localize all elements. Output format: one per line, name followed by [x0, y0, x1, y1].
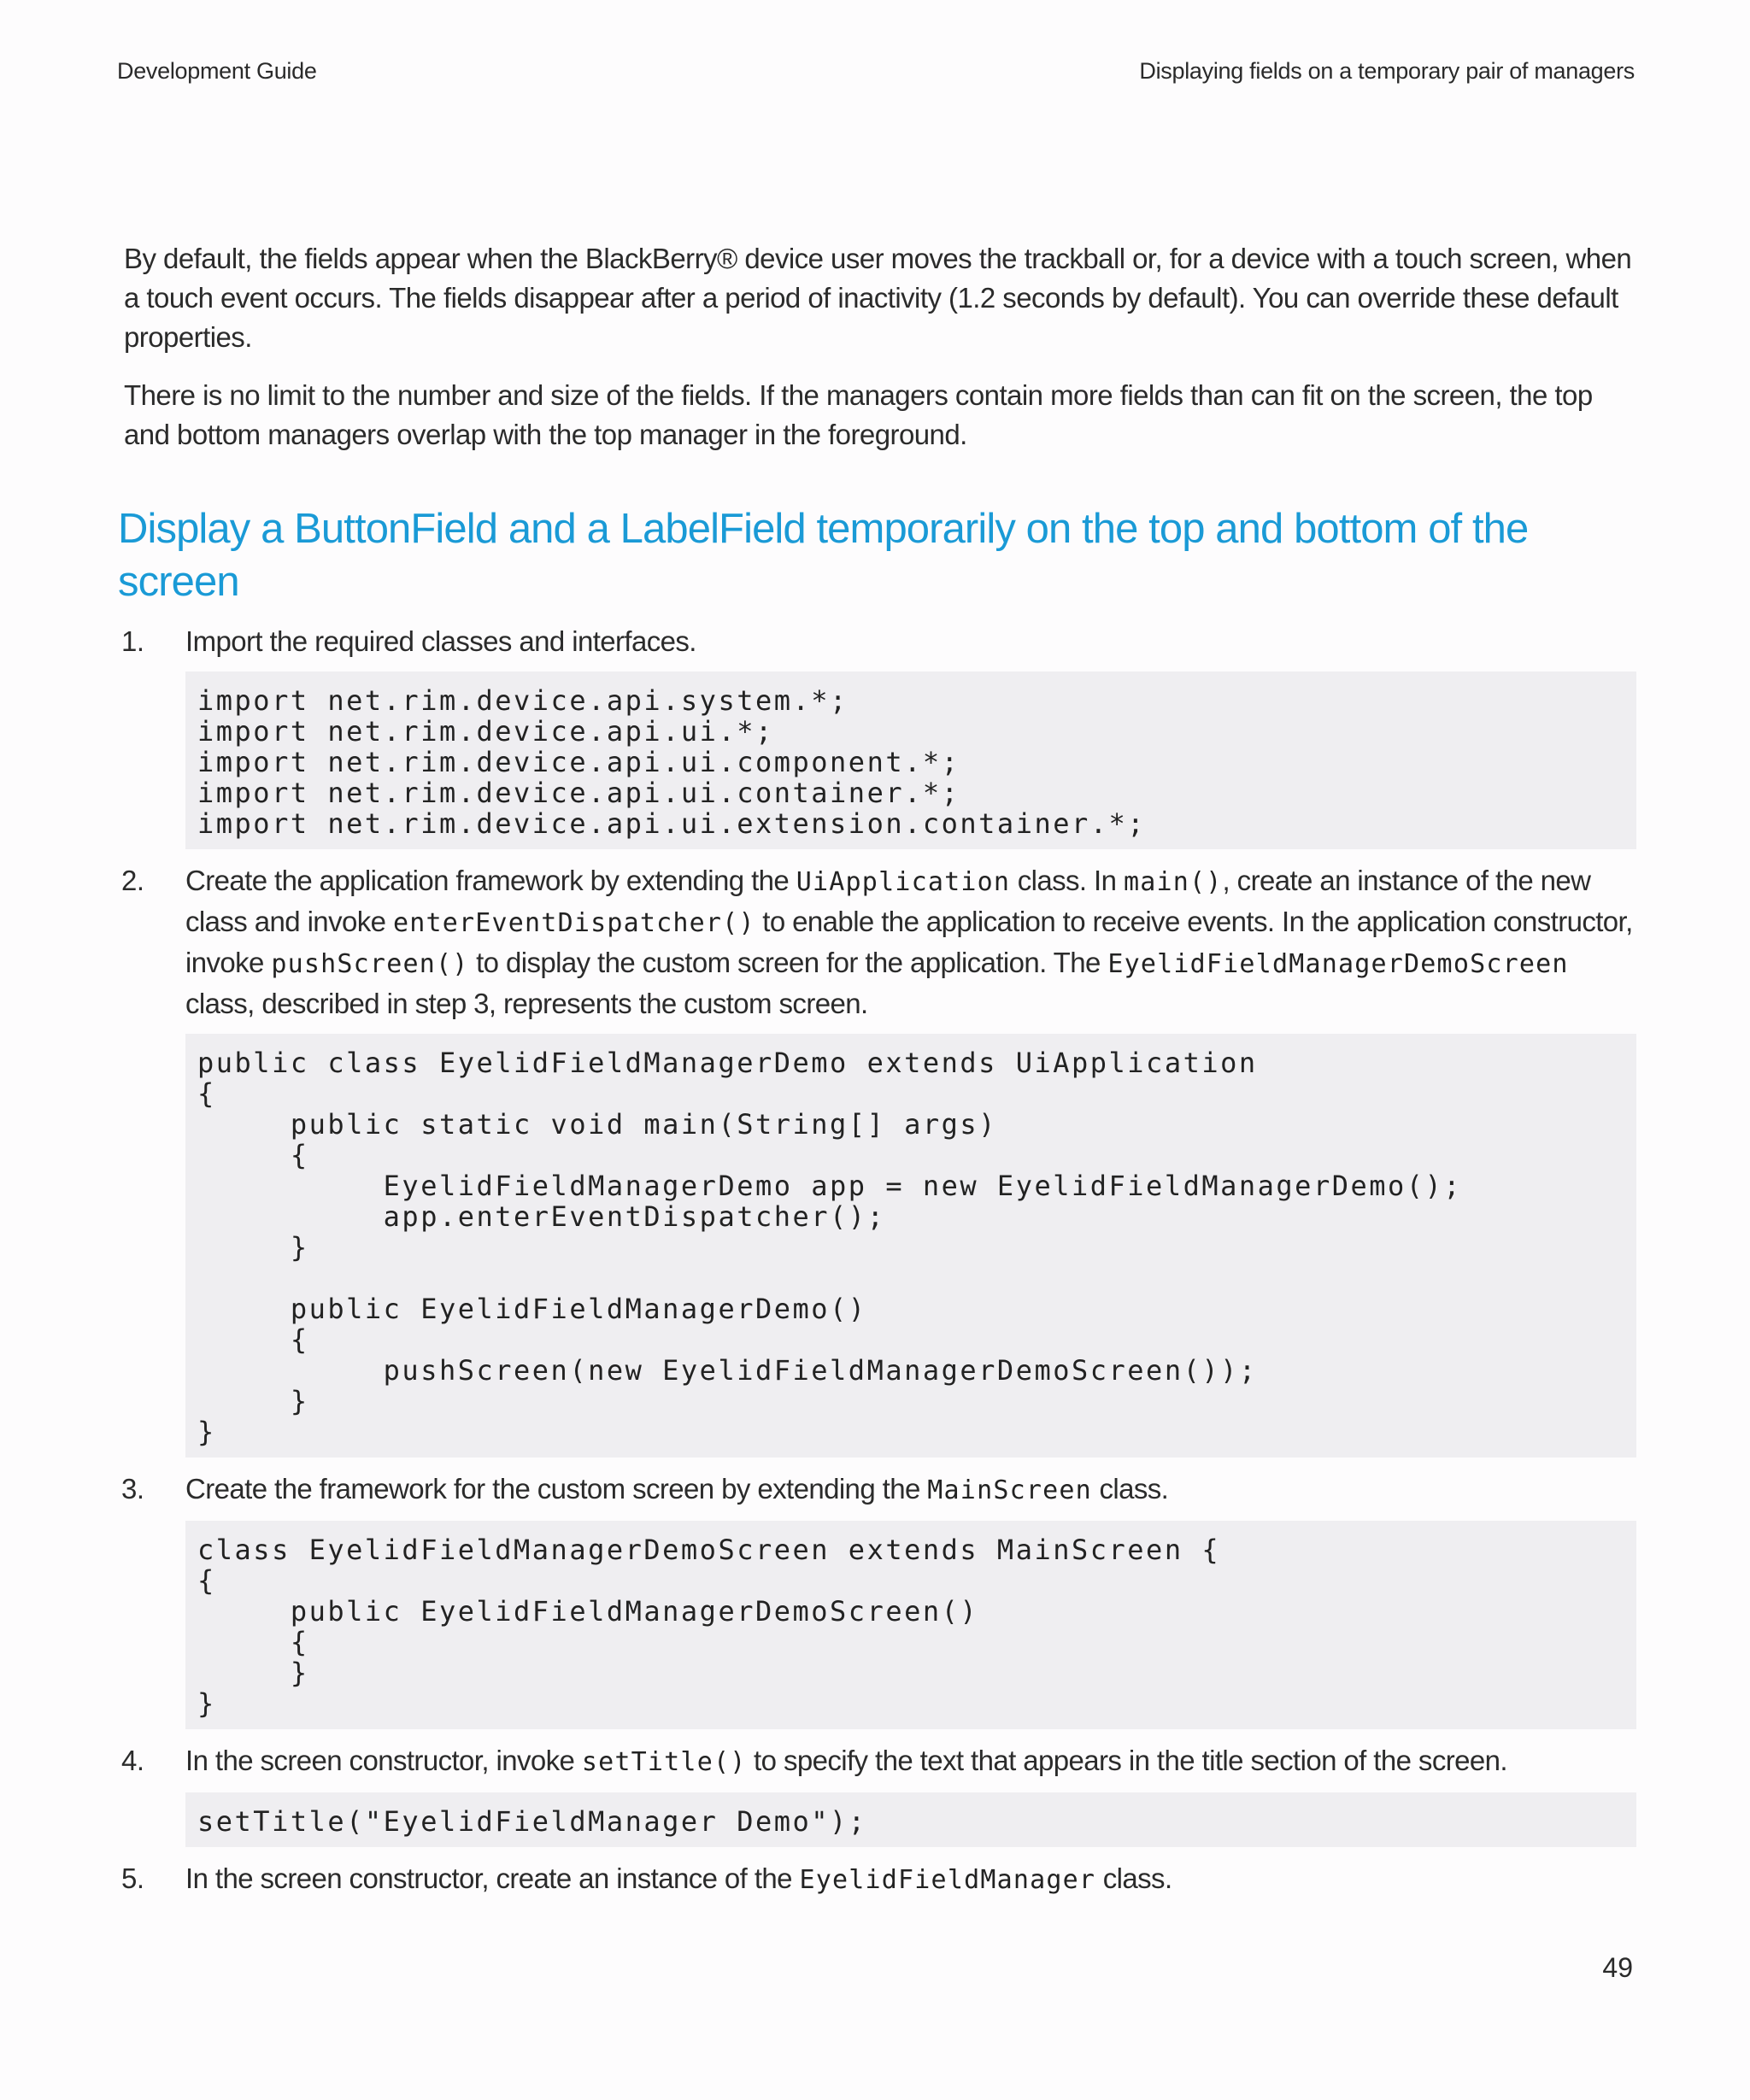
text-run: class. [1091, 1473, 1169, 1505]
text-run: class, described in step 3, represents the custom screen. [185, 988, 868, 1019]
code-block-application: public class EyelidFieldManagerDemo extends UiApplication { public static void main(String[] args) { EyelidFieldManagerDemo app = new EyelidFieldManagerDemo(); app.enterEventDispatcher(); } public EyelidFieldManagerDemo() { pushScreen(new EyelidFieldManagerDemoScreen()); } } [185, 1034, 1636, 1458]
step-number: 4. [121, 1745, 144, 1776]
text-run: class. In [1010, 865, 1124, 896]
inline-code: EyelidFieldManager [799, 1865, 1096, 1895]
inline-code: main() [1123, 867, 1223, 897]
page-content [118, 239, 1636, 1910]
step-number: 1. [121, 625, 144, 657]
text-run: In the screen constructor, create an instance of the [185, 1862, 800, 1894]
inline-code: enterEventDispatcher() [392, 908, 755, 938]
step-4 [121, 1741, 1636, 1847]
step-text [185, 1859, 1636, 1900]
inline-code: UiApplication [796, 867, 1011, 897]
running-header-left: Development Guide [117, 58, 317, 84]
text-run: to display the custom screen for the application. The [468, 947, 1108, 978]
step-5 [121, 1859, 1636, 1900]
inline-code: EyelidFieldManagerDemoScreen [1107, 949, 1569, 979]
code-block-settitle: setTitle("EyelidFieldManager Demo"); [185, 1792, 1636, 1847]
step-3 [121, 1469, 1636, 1729]
text-run: class. [1095, 1862, 1172, 1894]
step-text: Import the required classes and interfaces. [185, 625, 696, 657]
code-block-imports: import net.rim.device.api.system.*; import net.rim.device.api.ui.*; import net.rim.device.api.ui.component.*; import net.rim.device.api.ui.container.*; import net.rim.device.api.ui.extension.container.*; [185, 672, 1636, 849]
intro-paragraph-1: By default, the fields appear when the BlackBerry® device user moves the trackball or, for a device with a touch screen, when a touch event occurs. The fields disappear after a period of inactivity (1.2 seconds by default). You can override these default properties. [124, 243, 1632, 353]
text-run: to specify the text that appears in the title section of the screen. [746, 1745, 1507, 1776]
inline-code: setTitle() [581, 1747, 747, 1777]
page-number: 49 [1602, 1952, 1633, 1983]
step-text [185, 861, 1636, 1024]
text-run: to enable the application to receive events. In the application constructor, invoke [185, 906, 1633, 978]
inline-code: pushScreen() [271, 949, 469, 979]
step-2 [121, 861, 1636, 1458]
step-1 [121, 622, 1636, 849]
step-text [185, 1741, 1636, 1782]
intro-paragraph-2: There is no limit to the number and size of the fields. If the managers contain more fields than can fit on the screen, the top and bottom managers overlap with the top manager in the foreground. [124, 379, 1593, 450]
text-run: Create the application framework by extending the [185, 865, 796, 896]
section-heading: Display a ButtonField and a LabelField temporarily on the top and bottom of the screen [118, 506, 1529, 605]
inline-code: MainScreen [927, 1475, 1092, 1505]
code-block-screen: class EyelidFieldManagerDemoScreen extends MainScreen { { public EyelidFieldManagerDemoScreen() { } } [185, 1521, 1636, 1729]
step-number: 5. [121, 1862, 144, 1894]
text-run: Create the framework for the custom screen by extending the [185, 1473, 928, 1505]
step-number: 2. [121, 865, 144, 896]
text-run: , create an instance of the new class and invoke [185, 865, 1591, 937]
step-text [185, 1469, 1636, 1510]
text-run: In the screen constructor, invoke [185, 1745, 582, 1776]
running-header-right: Displaying fields on a temporary pair of managers [1139, 58, 1635, 84]
step-number: 3. [121, 1473, 144, 1505]
